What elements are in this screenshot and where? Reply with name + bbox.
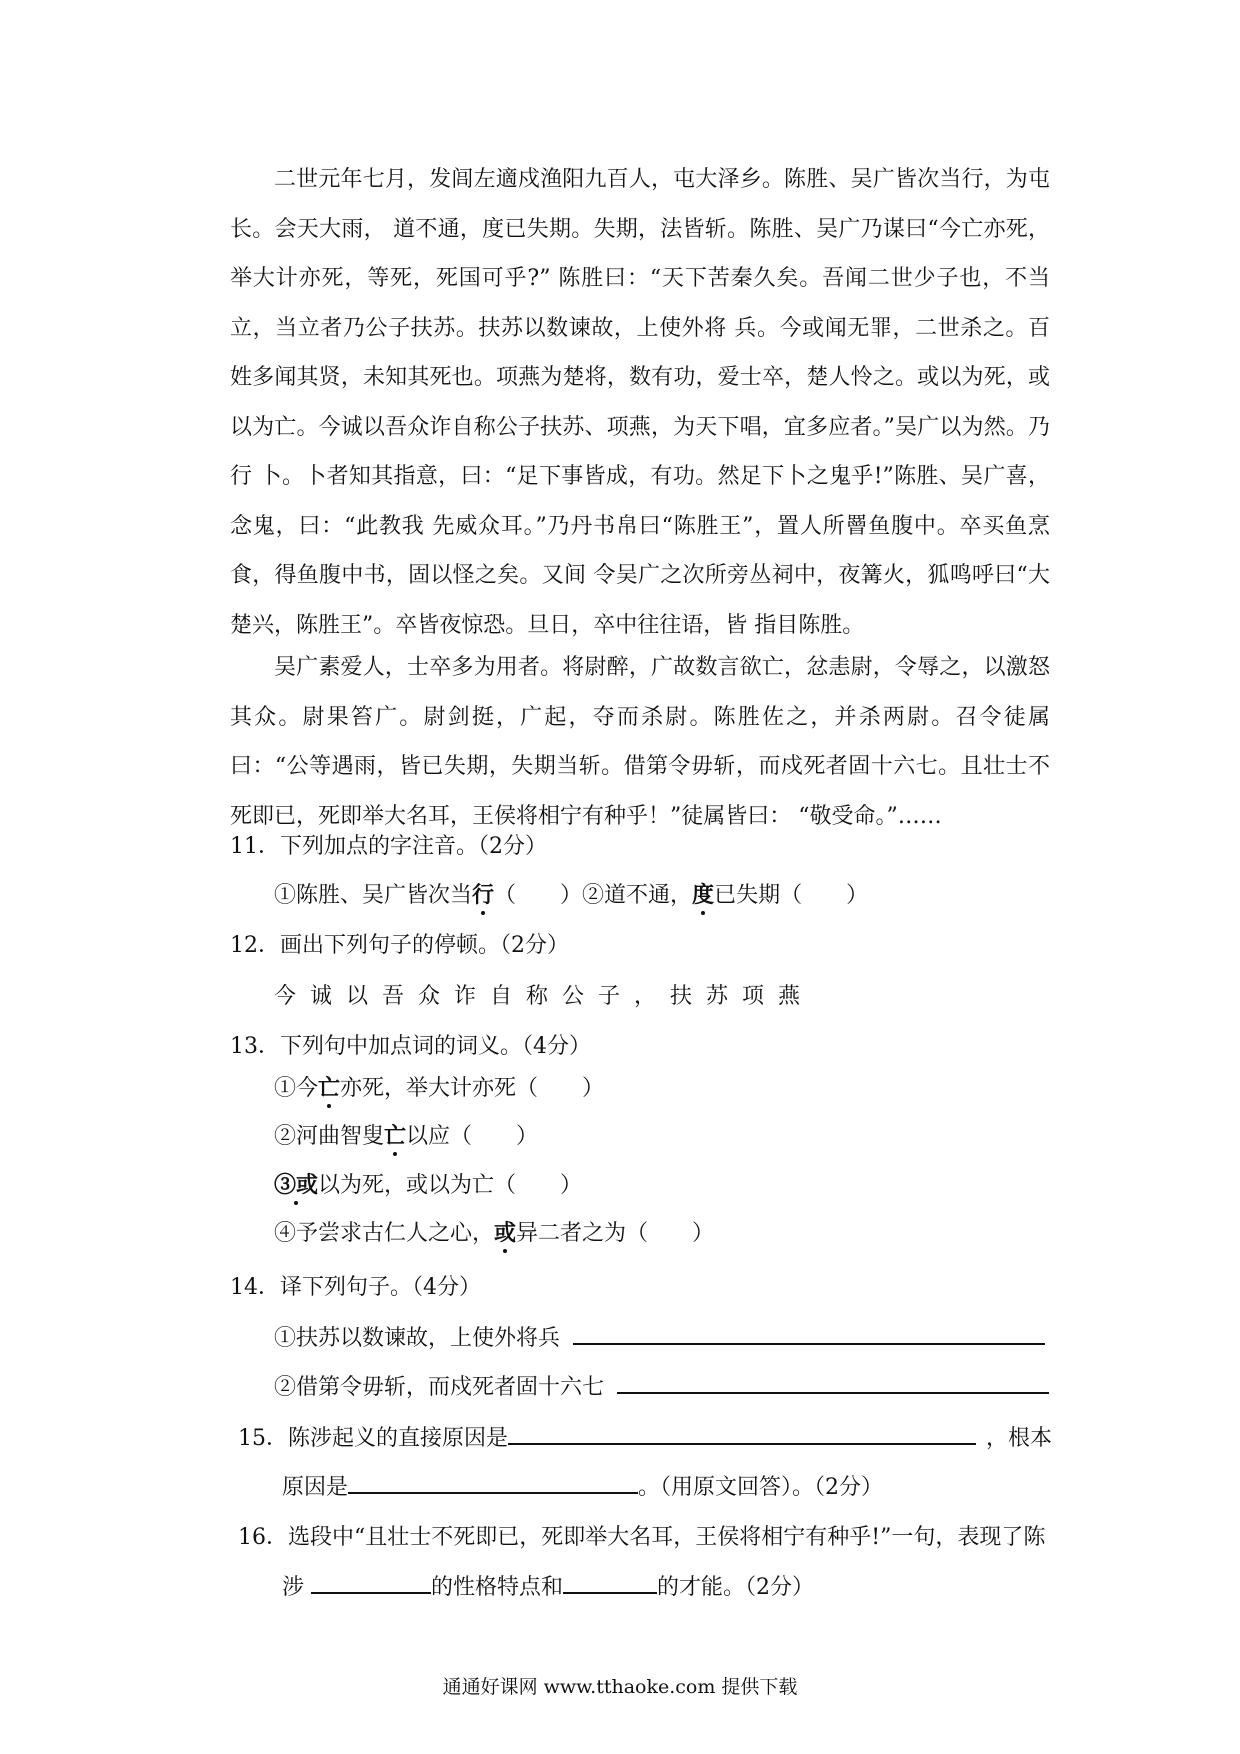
question-14-title: 14．译下列句子。（4分） bbox=[230, 1275, 481, 1300]
answer-blank[interactable] bbox=[563, 1572, 657, 1594]
dotted-char: 亡 bbox=[318, 1075, 341, 1101]
question-14-item-1: ①扶苏以数谏故，上使外将兵 bbox=[230, 1323, 1104, 1354]
page-footer: 通通好课网 www.tthaoke.com 提供下载 bbox=[442, 1676, 798, 1698]
question-11-items: ①陈胜、吴广皆次当行（ ）②道不通，度已失期（ ） bbox=[274, 882, 869, 908]
question-13-title: 13．下列句中加点词的词义。（4分） bbox=[230, 1034, 591, 1059]
answer-blank[interactable] bbox=[508, 1423, 976, 1445]
question-13-item-4: ④予尝求古仁人之心，或异二者之为（ ） bbox=[274, 1220, 715, 1246]
question-16-line-2: 涉 的性格特点和 的才能。（2分） bbox=[282, 1572, 1112, 1603]
dotted-char: 行 bbox=[472, 882, 495, 908]
answer-blank[interactable] bbox=[348, 1472, 638, 1494]
question-12-title: 12．画出下列句子的停顿。（2分） bbox=[230, 933, 569, 958]
passage-paragraph-1 bbox=[230, 155, 1050, 650]
passage-text-2: 吴广素爱人，士卒多为用者。将尉醉，广故数言欲亡，忿恚尉，令辱之，以激怒其众。尉果笞广。尉剑挺，广起，夺而杀尉。陈胜佐之，并杀两尉。召令徒属曰：“公等遇雨，皆已失期，失期当斩。借第令毋斩，而戍死者固十六七。且壮士不死即已，死即举大名耳，王侯将相宁有种乎！”徒属皆曰： “敬受命。”…… bbox=[230, 655, 1050, 829]
dotted-char: ③或 bbox=[274, 1172, 319, 1198]
question-12-sentence: 今诚以吾众诈自称公子，扶苏项燕 bbox=[274, 984, 815, 1009]
question-11-title: 11．下列加点的字注音。（2分） bbox=[230, 834, 547, 859]
passage-text-1: 二世元年七月，发闾左適戍渔阳九百人，屯大泽乡。陈胜、吴广皆次当行，为屯长。会天大雨， 道不通，度已失期。失期，法皆斩。陈胜、吴广乃谋曰“今亡亦死，举大计亦死，等死，死国可乎?” 陈胜曰：“天下苦秦久矣。吾闻二世少子也，不当立，当立者乃公子扶苏。扶苏以数谏故，上使外将 兵。今或闻无罪，二世杀之。百姓多闻其贤，未知其死也。项燕为楚将，数有功，爱士卒，楚人怜之。或以为死，或以为亡。今诚以吾众诈自称公子扶苏、项燕，为天下唱，宜多应者。”吴广以为然。乃行 卜。卜者知其指意，曰：“足下事皆成，有功。然足下卜之鬼乎!”陈胜、吴广喜，念鬼，曰：“此教我 先威众耳。”乃丹书帛曰“陈胜王”，置人所罾鱼腹中。卒买鱼烹食，得鱼腹中书，固以怪之矣。又间 令吴广之次所旁丛祠中，夜篝火，狐鸣呼曰“大楚兴，陈胜王”。卒皆夜惊恐。旦日，卒中往往语，皆 指目陈胜。 bbox=[230, 167, 1050, 638]
question-13-item-3: ③或以为死，或以为亡（ ） bbox=[274, 1172, 583, 1198]
dotted-char: 或 bbox=[494, 1220, 517, 1246]
answer-blank[interactable] bbox=[617, 1372, 1049, 1394]
question-14-item-2: ②借第令毋斩，而戍死者固十六七 bbox=[230, 1372, 1104, 1403]
dotted-char: 亡 bbox=[384, 1123, 407, 1149]
answer-blank[interactable] bbox=[311, 1572, 431, 1594]
answer-blank[interactable] bbox=[573, 1323, 1045, 1345]
question-16-line-1: 16．选段中“且壮士不死即已，死即举大名耳，王侯将相宁有种乎!”一句，表现了陈 bbox=[238, 1525, 1046, 1550]
question-15-line-1: 15．陈涉起义的直接原因是 ，根本 bbox=[238, 1423, 1068, 1454]
question-13-item-1: ①今亡亦死，举大计亦死（ ） bbox=[274, 1075, 605, 1101]
dotted-char: 度 bbox=[692, 882, 715, 908]
passage-paragraph-2 bbox=[230, 643, 1050, 841]
question-13-item-2: ②河曲智叟亡以应（ ） bbox=[274, 1123, 539, 1149]
question-15-line-2: 原因是 。（用原文回答）。（2分） bbox=[282, 1472, 1112, 1503]
